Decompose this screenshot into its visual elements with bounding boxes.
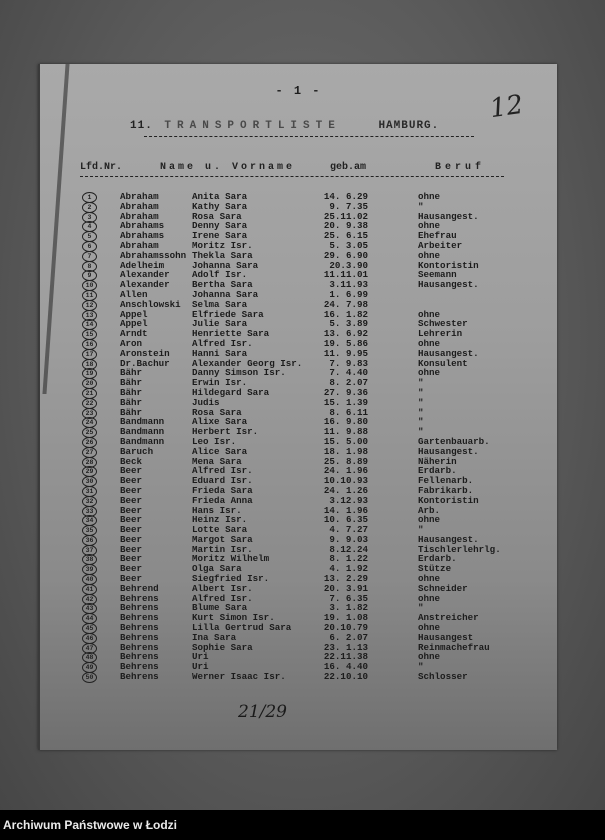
- birth-date-cell: 15. 5.00: [323, 435, 368, 447]
- surname-cell: Bähr: [120, 386, 143, 398]
- row-number: 11: [82, 290, 97, 301]
- birth-date-cell: 24. 1.26: [323, 484, 368, 496]
- row-number: 24: [82, 417, 97, 428]
- surname-cell: Dr.Bachur: [120, 357, 170, 369]
- surname-cell: Alexander: [120, 269, 170, 281]
- surname-cell: Aronstein: [120, 347, 170, 359]
- header-profession: Beruf: [435, 162, 486, 173]
- row-number: 19: [82, 368, 97, 379]
- row-number: 46: [82, 633, 97, 644]
- row-number: 43: [82, 603, 97, 614]
- profession-cell: Fabrikarb.: [418, 484, 474, 496]
- profession-cell: Arbeiter: [418, 239, 463, 251]
- profession-cell: ohne: [418, 651, 441, 663]
- table-row: [80, 525, 550, 535]
- row-number: 8: [82, 261, 97, 272]
- birth-date-cell: 9. 7.35: [329, 200, 368, 212]
- row-number: 6: [82, 241, 97, 252]
- first-name-cell: Heinz Isr.: [192, 514, 248, 526]
- surname-cell: Beer: [120, 553, 143, 565]
- surname-cell: Beer: [120, 533, 143, 545]
- title-prefix: 11.: [130, 120, 153, 132]
- surname-cell: Beer: [120, 563, 143, 575]
- profession-cell: ohne: [418, 367, 441, 379]
- birth-date-cell: 27. 9.36: [323, 386, 368, 398]
- surname-cell: Abrahams: [120, 230, 165, 242]
- birth-date-cell: 7. 4.40: [329, 367, 368, 379]
- table-row: [80, 280, 550, 290]
- first-name-cell: Adolf Isr.: [192, 269, 248, 281]
- surname-cell: Bandmann: [120, 416, 165, 428]
- first-name-cell: Mena Sara: [192, 455, 242, 467]
- row-number: 7: [82, 251, 97, 262]
- birth-date-cell: 19. 1.08: [323, 612, 368, 624]
- first-name-cell: Johanna Sara: [192, 259, 259, 271]
- surname-cell: Beer: [120, 573, 143, 585]
- surname-cell: Behrens: [120, 592, 159, 604]
- profession-cell: ": [418, 377, 424, 389]
- birth-date-cell: 15. 1.39: [323, 396, 368, 408]
- table-row: [80, 496, 550, 506]
- surname-cell: Bähr: [120, 367, 143, 379]
- surname-cell: Beer: [120, 514, 143, 526]
- surname-cell: Abraham: [120, 239, 159, 251]
- surname-cell: Behrens: [120, 651, 159, 663]
- birth-date-cell: 7. 6.35: [329, 592, 368, 604]
- profession-cell: ohne: [418, 308, 441, 320]
- row-number: 18: [82, 359, 97, 370]
- header-underline: [80, 176, 504, 177]
- first-name-cell: Leo Isr.: [192, 435, 237, 447]
- birth-date-cell: 14. 1.96: [323, 504, 368, 516]
- row-number: 26: [82, 437, 97, 448]
- profession-cell: ohne: [418, 220, 441, 232]
- birth-date-cell: 8. 1.22: [329, 553, 368, 565]
- surname-cell: Beer: [120, 494, 143, 506]
- first-name-cell: Frieda Sara: [192, 484, 253, 496]
- profession-cell: ": [418, 661, 424, 673]
- profession-cell: Reinmachefrau: [418, 641, 490, 653]
- row-number: 14: [82, 319, 97, 330]
- birth-date-cell: 4. 1.92: [329, 563, 368, 575]
- row-number: 27: [82, 447, 97, 458]
- row-number: 50: [82, 672, 97, 683]
- birth-date-cell: 8.12.24: [329, 543, 368, 555]
- birth-date-cell: 13. 6.92: [323, 328, 368, 340]
- birth-date-cell: 11. 9.88: [323, 426, 368, 438]
- row-number: 33: [82, 506, 97, 517]
- surname-cell: Abraham: [120, 191, 159, 202]
- birth-date-cell: 25. 6.15: [323, 230, 368, 242]
- row-number: 15: [82, 329, 97, 340]
- profession-cell: Erdarb.: [418, 553, 457, 565]
- table-row: [80, 359, 550, 369]
- row-number: 42: [82, 594, 97, 605]
- profession-cell: Lehrerin: [418, 328, 463, 340]
- table-row: [80, 486, 550, 496]
- surname-cell: Behrens: [120, 661, 159, 673]
- document-title: [130, 120, 439, 132]
- row-number: 40: [82, 574, 97, 585]
- birth-date-cell: 11.11.01: [323, 269, 368, 281]
- first-name-cell: Alexander Georg Isr.: [192, 357, 303, 369]
- header-name: Name u. Vorname: [160, 162, 296, 173]
- birth-date-cell: 22.10.10: [323, 671, 368, 683]
- transport-list: [80, 192, 550, 682]
- profession-cell: Anstreicher: [418, 612, 479, 624]
- surname-cell: Abrahams: [120, 220, 165, 232]
- surname-cell: Appel: [120, 318, 148, 330]
- profession-cell: Hausangest.: [418, 210, 479, 222]
- birth-date-cell: 25. 8.89: [323, 455, 368, 467]
- row-number: 20: [82, 378, 97, 389]
- first-name-cell: Alfred Isr.: [192, 465, 253, 477]
- profession-cell: ": [418, 426, 424, 438]
- surname-cell: Anschlowski: [120, 298, 181, 310]
- first-name-cell: Anita Sara: [192, 191, 248, 202]
- birth-date-cell: 22.11.38: [323, 651, 368, 663]
- profession-cell: ": [418, 416, 424, 428]
- birth-date-cell: 3.11.93: [329, 279, 368, 291]
- row-number: 16: [82, 339, 97, 350]
- surname-cell: Arndt: [120, 328, 148, 340]
- profession-cell: ": [418, 386, 424, 398]
- surname-cell: Behrens: [120, 612, 159, 624]
- first-name-cell: Denny Sara: [192, 220, 248, 232]
- profession-cell: ": [418, 406, 424, 418]
- row-number: 38: [82, 554, 97, 565]
- birth-date-cell: 23. 1.13: [323, 641, 368, 653]
- first-name-cell: Lotte Sara: [192, 524, 248, 536]
- first-name-cell: Olga Sara: [192, 563, 242, 575]
- row-number: 31: [82, 486, 97, 497]
- surname-cell: Alexander: [120, 279, 170, 291]
- surname-cell: Beer: [120, 484, 143, 496]
- first-name-cell: Rosa Sara: [192, 210, 242, 222]
- surname-cell: Beer: [120, 524, 143, 536]
- birth-date-cell: 20. 3.91: [323, 582, 368, 594]
- first-name-cell: Kurt Simon Isr.: [192, 612, 275, 624]
- first-name-cell: Blume Sara: [192, 602, 248, 614]
- row-number: 49: [82, 662, 97, 673]
- birth-date-cell: 7. 9.83: [329, 357, 368, 369]
- profession-cell: Hausangest.: [418, 347, 479, 359]
- page-number: - 1 -: [275, 84, 322, 98]
- first-name-cell: Alixe Sara: [192, 416, 248, 428]
- title-underline: [144, 136, 474, 137]
- profession-cell: Fellenarb.: [418, 475, 474, 487]
- surname-cell: Behrens: [120, 671, 159, 683]
- first-name-cell: Hans Isr.: [192, 504, 242, 516]
- profession-cell: Stütze: [418, 563, 452, 575]
- row-number: 4: [82, 221, 97, 232]
- row-number: 35: [82, 525, 97, 536]
- row-number: 30: [82, 476, 97, 487]
- table-row: [80, 515, 550, 525]
- first-name-cell: Elfriede Sara: [192, 308, 264, 320]
- birth-date-cell: 3.12.93: [329, 494, 368, 506]
- birth-date-cell: 29. 6.90: [323, 249, 368, 261]
- surname-cell: Allen: [120, 288, 148, 300]
- surname-cell: Bähr: [120, 406, 143, 418]
- row-number: 10: [82, 280, 97, 291]
- surname-cell: Beer: [120, 504, 143, 516]
- header-born: geb.am: [330, 162, 367, 173]
- surname-cell: Beer: [120, 475, 143, 487]
- surname-cell: Adelheim: [120, 259, 165, 271]
- first-name-cell: Erwin Isr.: [192, 377, 248, 389]
- surname-cell: Behrens: [120, 641, 159, 653]
- table-row: [80, 554, 550, 564]
- profession-cell: Seemann: [418, 269, 457, 281]
- table-row: [80, 564, 550, 574]
- row-number: 28: [82, 457, 97, 468]
- profession-cell: Kontoristin: [418, 259, 479, 271]
- profession-cell: Erdarb.: [418, 465, 457, 477]
- profession-cell: ohne: [418, 514, 441, 526]
- first-name-cell: Ina Sara: [192, 631, 237, 643]
- profession-cell: Hausangest: [418, 631, 474, 643]
- title-main: TRANSPORTLISTE: [164, 120, 341, 132]
- title-city: HAMBURG.: [378, 120, 440, 132]
- profession-cell: Tischlerlehrlg.: [418, 543, 501, 555]
- row-number: 34: [82, 515, 97, 526]
- row-number: 39: [82, 564, 97, 575]
- first-name-cell: Siegfried Isr.: [192, 573, 270, 585]
- profession-cell: ohne: [418, 592, 441, 604]
- first-name-cell: Lilla Gertrud Sara: [192, 622, 292, 634]
- birth-date-cell: 10.10.93: [323, 475, 368, 487]
- first-name-cell: Martin Isr.: [192, 543, 253, 555]
- surname-cell: Aron: [120, 337, 143, 349]
- birth-date-cell: 14. 6.29: [323, 191, 368, 202]
- first-name-cell: Hildegard Sara: [192, 386, 270, 398]
- row-number: 32: [82, 496, 97, 507]
- birth-date-cell: 16. 4.40: [323, 661, 368, 673]
- surname-cell: Behrens: [120, 631, 159, 643]
- birth-date-cell: 5. 3.89: [329, 318, 368, 330]
- table-row: [80, 398, 550, 408]
- profession-cell: ": [418, 602, 424, 614]
- profession-cell: ": [418, 396, 424, 408]
- profession-cell: Schwester: [418, 318, 468, 330]
- first-name-cell: Henriette Sara: [192, 328, 270, 340]
- surname-cell: Bähr: [120, 377, 143, 389]
- first-name-cell: Selma Sara: [192, 298, 248, 310]
- row-number: 17: [82, 349, 97, 360]
- first-name-cell: Alice Sara: [192, 445, 248, 457]
- profession-cell: Gartenbauarb.: [418, 435, 490, 447]
- first-name-cell: Frieda Anna: [192, 494, 253, 506]
- surname-cell: Bandmann: [120, 426, 165, 438]
- handwritten-note: 21/29: [238, 702, 287, 722]
- row-number: 45: [82, 623, 97, 634]
- document-page: [38, 64, 557, 750]
- table-row: [80, 310, 550, 320]
- first-name-cell: Hanni Sara: [192, 347, 248, 359]
- birth-date-cell: 20. 9.38: [323, 220, 368, 232]
- first-name-cell: Sophie Sara: [192, 641, 253, 653]
- profession-cell: Näherin: [418, 455, 457, 467]
- table-row: [80, 300, 550, 310]
- folio-number: 12: [487, 89, 525, 125]
- row-number: 22: [82, 398, 97, 409]
- header-nr: Lfd.Nr.: [80, 162, 123, 173]
- first-name-cell: Alfred Isr.: [192, 337, 253, 349]
- row-number: 9: [82, 270, 97, 281]
- birth-date-cell: 18. 1.98: [323, 445, 368, 457]
- table-row: [80, 545, 550, 555]
- surname-cell: Bähr: [120, 396, 143, 408]
- profession-cell: Hausangest.: [418, 445, 479, 457]
- birth-date-cell: 13. 2.29: [323, 573, 368, 585]
- profession-cell: Ehefrau: [418, 230, 457, 242]
- table-row: [80, 506, 550, 516]
- birth-date-cell: 19. 5.86: [323, 337, 368, 349]
- row-number: 48: [82, 652, 97, 663]
- row-number: 41: [82, 584, 97, 595]
- row-number: 25: [82, 427, 97, 438]
- row-number: 3: [82, 212, 97, 223]
- profession-cell: ohne: [418, 573, 441, 585]
- row-number: 5: [82, 231, 97, 242]
- first-name-cell: Judis: [192, 396, 220, 408]
- profession-cell: Arb.: [418, 504, 441, 516]
- first-name-cell: Julie Sara: [192, 318, 248, 330]
- first-name-cell: Herbert Isr.: [192, 426, 259, 438]
- first-name-cell: Uri: [192, 651, 209, 663]
- row-number: 36: [82, 535, 97, 546]
- birth-date-cell: 25.11.02: [323, 210, 368, 222]
- table-row: [80, 378, 550, 388]
- profession-cell: ": [418, 524, 424, 536]
- birth-date-cell: 8. 2.07: [329, 377, 368, 389]
- birth-date-cell: 11. 9.95: [323, 347, 368, 359]
- profession-cell: ohne: [418, 191, 441, 202]
- table-row: [80, 329, 550, 339]
- table-row: [80, 457, 550, 467]
- first-name-cell: Moritz Isr.: [192, 239, 253, 251]
- row-number: 44: [82, 613, 97, 624]
- first-name-cell: Werner Isaac Isr.: [192, 671, 286, 683]
- row-number: 1: [82, 192, 97, 203]
- surname-cell: Appel: [120, 308, 148, 320]
- archive-footer: [0, 810, 605, 840]
- birth-date-cell: 8. 6.11: [329, 406, 368, 418]
- birth-date-cell: 9. 9.03: [329, 533, 368, 545]
- birth-date-cell: 10. 6.35: [323, 514, 368, 526]
- table-row: [80, 388, 550, 398]
- first-name-cell: Kathy Sara: [192, 200, 248, 212]
- birth-date-cell: 6. 2.07: [329, 631, 368, 643]
- birth-date-cell: 1. 6.99: [329, 288, 368, 300]
- first-name-cell: Danny Simson Isr.: [192, 367, 286, 379]
- first-name-cell: Eduard Isr.: [192, 475, 253, 487]
- profession-cell: Schlosser: [418, 671, 468, 683]
- first-name-cell: Alfred Isr.: [192, 592, 253, 604]
- row-number: 21: [82, 388, 97, 399]
- archive-name: Archiwum Państwowe w Łodzi: [3, 818, 178, 832]
- birth-date-cell: 24. 1.96: [323, 465, 368, 477]
- first-name-cell: Bertha Sara: [192, 279, 253, 291]
- table-row: [80, 319, 550, 329]
- birth-date-cell: 4. 7.27: [329, 524, 368, 536]
- profession-cell: ": [418, 200, 424, 212]
- surname-cell: Behrend: [120, 582, 159, 594]
- birth-date-cell: 24. 7.98: [323, 298, 368, 310]
- row-number: 29: [82, 466, 97, 477]
- table-row: [80, 476, 550, 486]
- table-row: [80, 672, 550, 682]
- birth-date-cell: 5. 3.05: [329, 239, 368, 251]
- row-number: 12: [82, 300, 97, 311]
- row-number: 47: [82, 643, 97, 654]
- birth-date-cell: 16. 9.80: [323, 416, 368, 428]
- surname-cell: Beer: [120, 465, 143, 477]
- birth-date-cell: 20.3.90: [329, 259, 368, 271]
- first-name-cell: Albert Isr.: [192, 582, 253, 594]
- first-name-cell: Rosa Sara: [192, 406, 242, 418]
- profession-cell: Kontoristin: [418, 494, 479, 506]
- surname-cell: Abrahamssohn: [120, 249, 187, 261]
- table-row: [80, 368, 550, 378]
- first-name-cell: Thekla Sara: [192, 249, 253, 261]
- surname-cell: Behrens: [120, 622, 159, 634]
- birth-date-cell: 20.10.79: [323, 622, 368, 634]
- first-name-cell: Margot Sara: [192, 533, 253, 545]
- surname-cell: Bandmann: [120, 435, 165, 447]
- profession-cell: Hausangest.: [418, 279, 479, 291]
- surname-cell: Behrens: [120, 602, 159, 614]
- table-row: [80, 447, 550, 457]
- first-name-cell: Irene Sara: [192, 230, 248, 242]
- first-name-cell: Moritz Wilhelm: [192, 553, 270, 565]
- row-number: 2: [82, 202, 97, 213]
- profession-cell: Hausangest.: [418, 533, 479, 545]
- profession-cell: Konsulent: [418, 357, 468, 369]
- row-number: 13: [82, 310, 97, 321]
- birth-date-cell: 3. 1.82: [329, 602, 368, 614]
- surname-cell: Abraham: [120, 200, 159, 212]
- profession-cell: ohne: [418, 622, 441, 634]
- table-row: [80, 466, 550, 476]
- profession-cell: ohne: [418, 249, 441, 261]
- surname-cell: Beck: [120, 455, 143, 467]
- profession-cell: Schneider: [418, 582, 468, 594]
- row-number: 37: [82, 545, 97, 556]
- first-name-cell: Uri: [192, 661, 209, 673]
- surname-cell: Abraham: [120, 210, 159, 222]
- first-name-cell: Johanna Sara: [192, 288, 259, 300]
- surname-cell: Beer: [120, 543, 143, 555]
- surname-cell: Baruch: [120, 445, 154, 457]
- birth-date-cell: 16. 1.82: [323, 308, 368, 320]
- profession-cell: ohne: [418, 337, 441, 349]
- row-number: 23: [82, 408, 97, 419]
